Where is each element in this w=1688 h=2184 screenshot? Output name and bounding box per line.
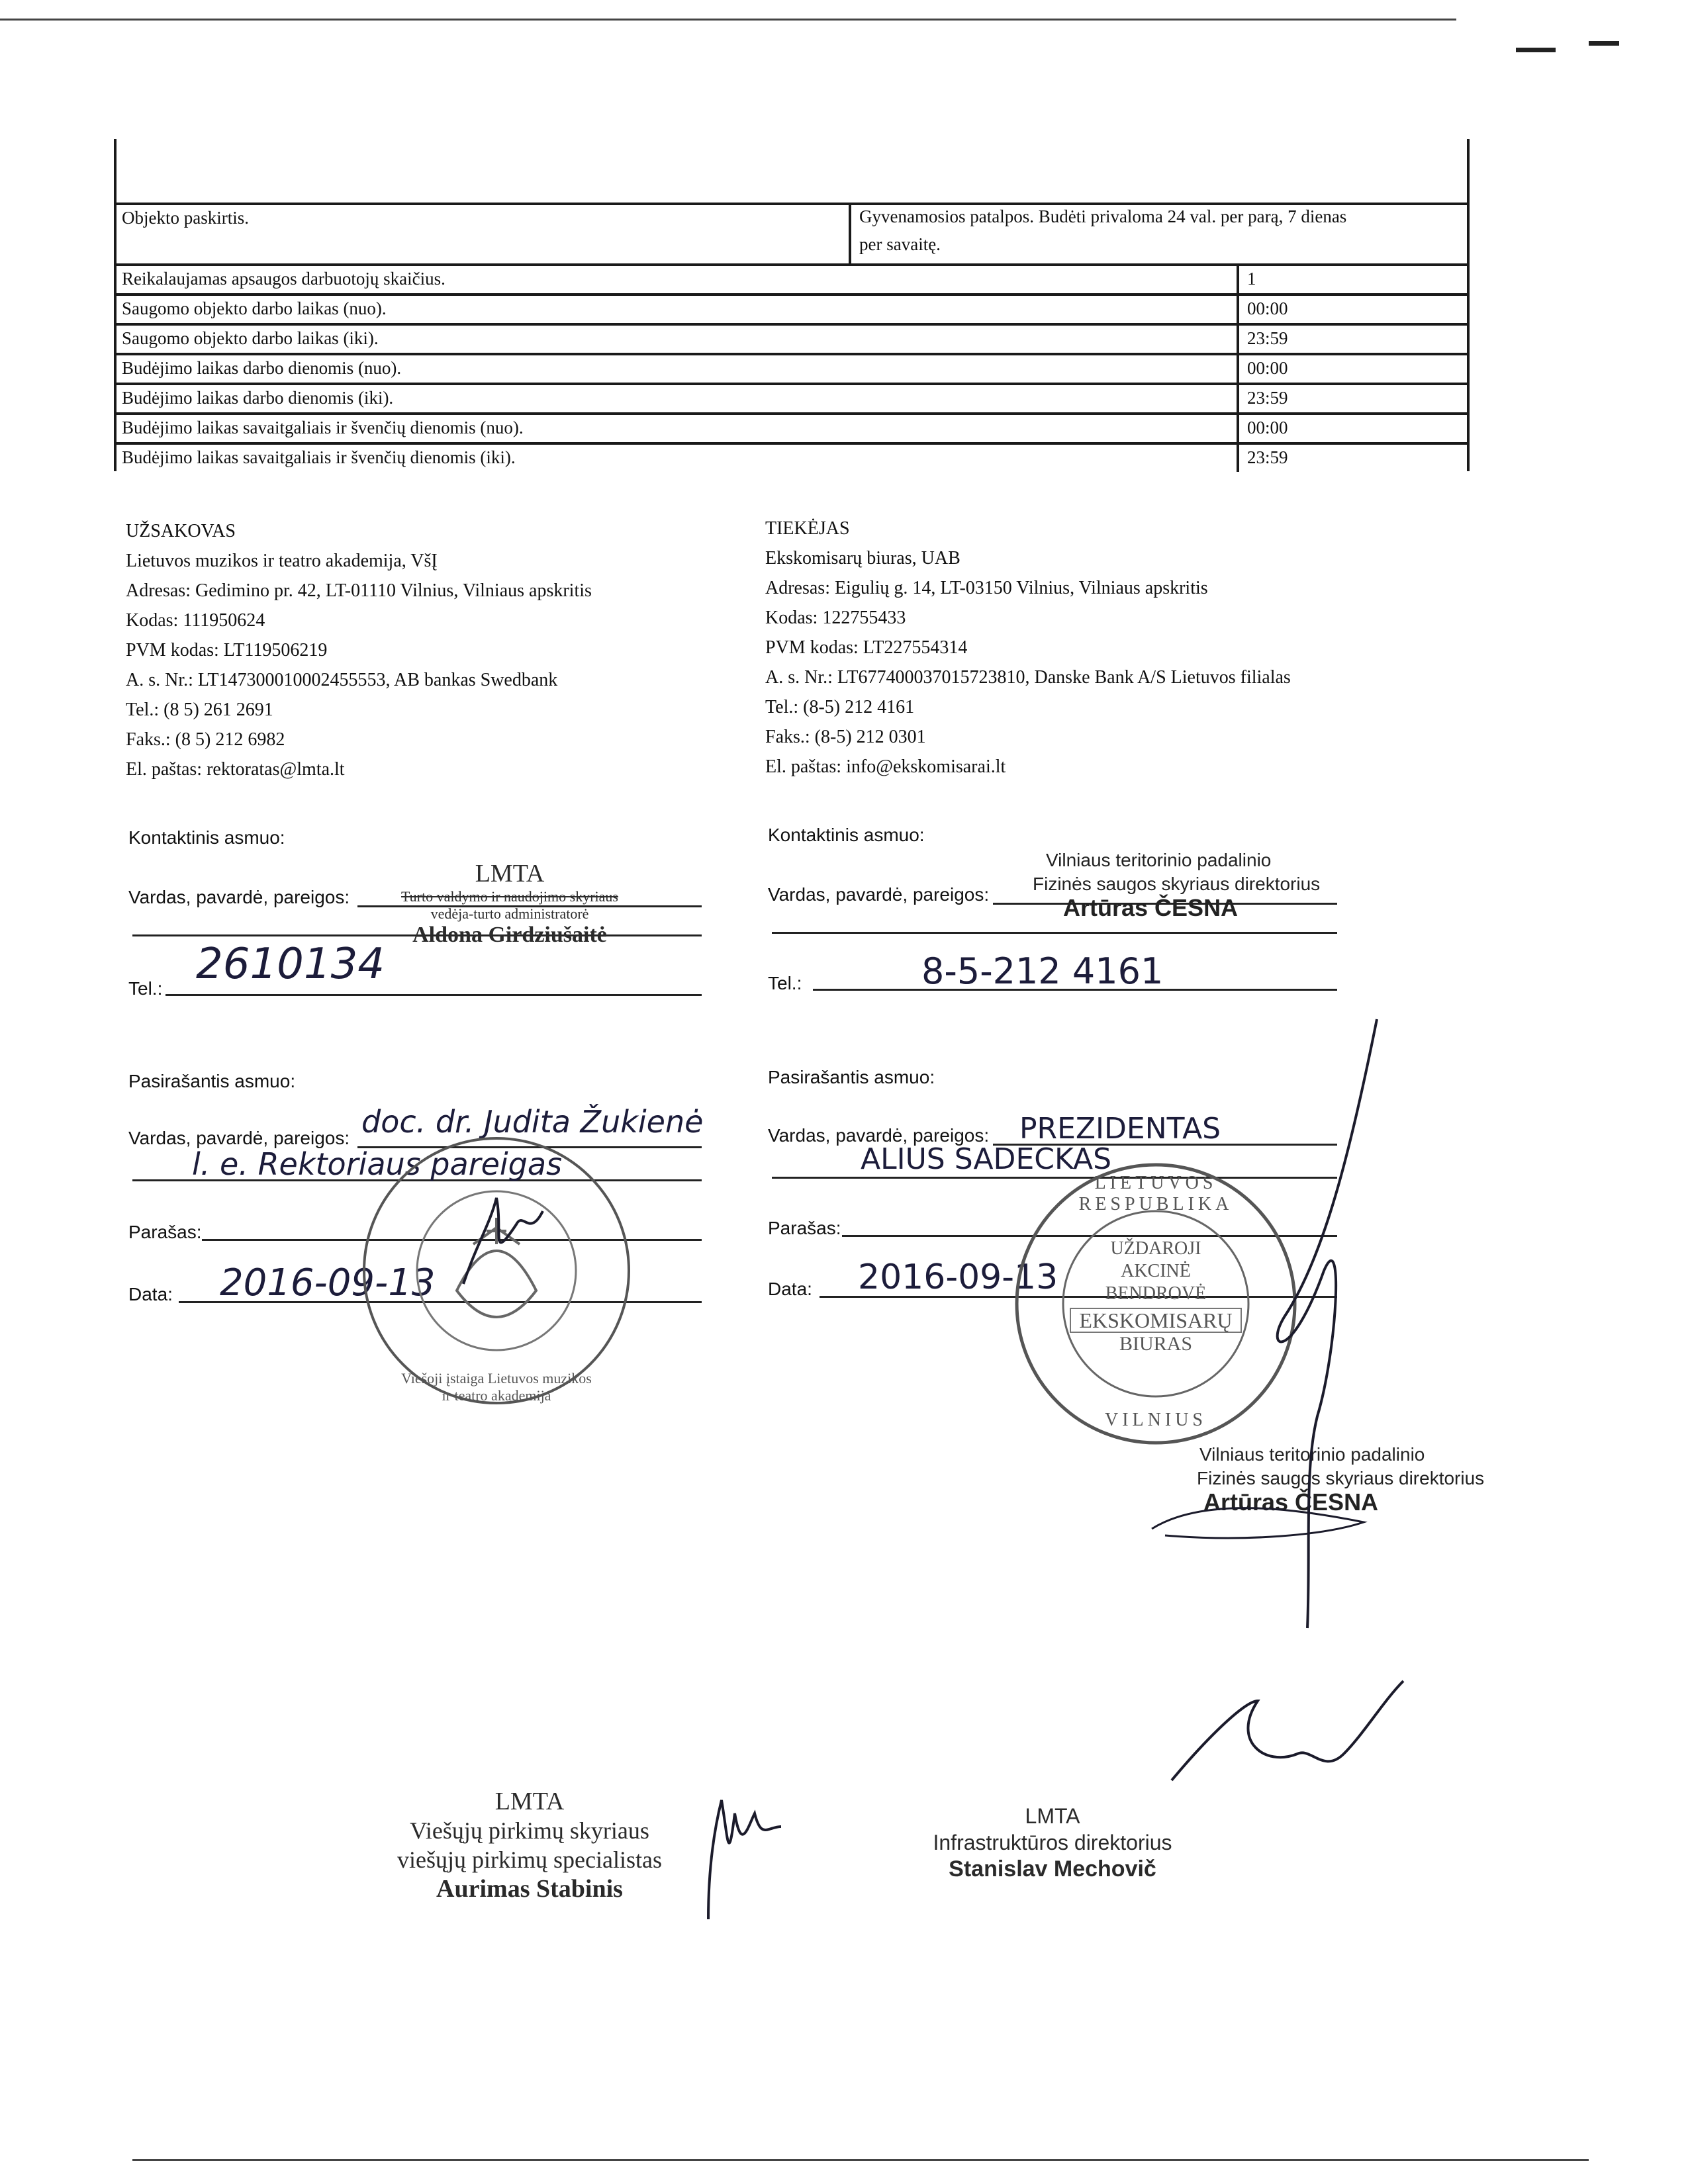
- customer-contact-label: Kontaktinis asmuo:: [128, 827, 285, 848]
- supplier-signer-name-label: Vardas, pavardė, pareigos:: [768, 1125, 990, 1146]
- supplier-contact-label: Kontaktinis asmuo:: [768, 825, 925, 845]
- footer-left-signature: [695, 1787, 814, 1933]
- supplier-signer-handwritten: PREZIDENTAS: [1019, 1112, 1221, 1146]
- column-separator: [1237, 383, 1239, 412]
- supplier-fax: Faks.: (8-5) 212 0301: [765, 727, 926, 747]
- bottom-border-line: [132, 2159, 1589, 2161]
- customer-signature-label: Parašas:: [128, 1222, 202, 1242]
- supplier-tel-handwritten: 8-5-212 4161: [921, 950, 1164, 992]
- customer-contact-stamp: [344, 859, 675, 948]
- supplier-heading: TIEKĖJAS: [765, 518, 850, 539]
- seal-line: UŽDAROJI: [1110, 1238, 1201, 1259]
- stamp-line: Stanislav Mechovič: [949, 1856, 1156, 1882]
- table-cell-value: 00:00: [1247, 418, 1288, 437]
- supplier-email: El. paštas: info@ekskomisarai.lt: [765, 756, 1006, 777]
- stamp-line: Vilniaus teritorinio padalinio: [1046, 850, 1272, 870]
- stamp-line: Artūras ČESNA: [1203, 1488, 1379, 1516]
- table-row: [114, 353, 1467, 383]
- table-cell-label: Budėjimo laikas savaitgaliais ir švenčių dienomis (nuo).: [122, 418, 524, 437]
- customer-code: Kodas: 111950624: [126, 610, 265, 631]
- seal-bottom-text: VILNIUS: [1105, 1410, 1207, 1430]
- table-cell-value: 00:00: [1247, 298, 1288, 318]
- supplier-signer-label: Pasirašantis asmuo:: [768, 1067, 935, 1087]
- customer-signer-label: Pasirašantis asmuo:: [128, 1071, 296, 1091]
- stamp-line: vedėja-turto administratorė: [430, 905, 589, 922]
- supplier-signer-handwritten-2: ALIUS SADECKAS: [861, 1142, 1112, 1176]
- table-cell-value: Gyvenamosios patalpos. Budėti privaloma 24 val. per parą, 7 dienas: [859, 206, 1347, 226]
- customer-signer-name-label: Vardas, pavardė, pareigos:: [128, 1128, 350, 1148]
- supplier-vat: PVM kodas: LT227554314: [765, 637, 968, 658]
- customer-name-label: Vardas, pavardė, pareigos:: [128, 887, 350, 907]
- scan-mark: [1516, 48, 1556, 52]
- column-separator: [1237, 263, 1239, 293]
- seal-line: AKCINĖ: [1121, 1261, 1191, 1281]
- table-cell-label: Budėjimo laikas savaitgaliais ir švenčių dienomis (iki).: [122, 447, 516, 467]
- stamp-line: Fizinės saugos skyriaus direktorius: [1197, 1468, 1485, 1488]
- table-row: [114, 383, 1467, 412]
- seal-line: BIURAS: [1119, 1333, 1193, 1355]
- customer-phone: Tel.: (8 5) 261 2691: [126, 700, 273, 720]
- table-cell-label: Saugomo objekto darbo laikas (nuo).: [122, 298, 387, 318]
- supplier-tel-label: Tel.:: [768, 973, 802, 993]
- customer-fax: Faks.: (8 5) 212 6982: [126, 729, 285, 750]
- supplier-account: A. s. Nr.: LT677400037015723810, Danske Bank A/S Lietuvos filialas: [765, 667, 1291, 688]
- supplier-code: Kodas: 122755433: [765, 608, 906, 628]
- supplier-signature-label: Parašas:: [768, 1218, 841, 1238]
- customer-date-handwritten: 2016-09-13: [220, 1261, 436, 1304]
- stamp-line: Artūras ČESNA: [1063, 894, 1239, 921]
- customer-signer-handwritten-2: l. e. Rektoriaus pareigas: [192, 1146, 563, 1182]
- customer-address: Adresas: Gedimino pr. 42, LT-01110 Vilnius, Vilniaus apskritis: [126, 580, 592, 601]
- stamp-line: Fizinės saugos skyriaus direktorius: [1033, 874, 1321, 894]
- supplier-address: Adresas: Eigulių g. 14, LT-03150 Vilnius, Vilniaus apskritis: [765, 578, 1208, 598]
- customer-vat: PVM kodas: LT119506219: [126, 640, 328, 660]
- stamp-line: LMTA: [494, 1788, 565, 1815]
- top-border-line: [0, 19, 1456, 21]
- table-cell-label: Budėjimo laikas darbo dienomis (nuo).: [122, 358, 402, 378]
- customer-account: A. s. Nr.: LT147300010002455553, AB bankas Swedbank: [126, 670, 558, 690]
- seal-top-text: LIETUVOS RESPUBLIKA: [1078, 1173, 1233, 1214]
- table-cell-label: Reikalaujamas apsaugos darbuotojų skaičius.: [122, 269, 445, 289]
- stamp-line: Viešųjų pirkimų skyriaus: [410, 1817, 649, 1844]
- table-cell-value: 00:00: [1247, 358, 1288, 378]
- supplier-date-label: Data:: [768, 1279, 812, 1299]
- customer-email: El. paštas: rektoratas@lmta.lt: [126, 759, 345, 780]
- customer-tel-label: Tel.:: [128, 978, 163, 999]
- seal-line: BENDROVĖ: [1105, 1283, 1207, 1304]
- table-cell-label: Saugomo objekto darbo laikas (iki).: [122, 328, 379, 348]
- column-separator: [1237, 442, 1239, 472]
- supplier-date-handwritten: 2016-09-13: [858, 1257, 1058, 1297]
- supplier-name: Ekskomisarų biuras, UAB: [765, 548, 961, 569]
- supplier-name-line-2: [772, 932, 1337, 934]
- customer-tel-line: [165, 994, 702, 996]
- column-separator: [1237, 323, 1239, 353]
- table-row-purpose: [114, 203, 1467, 263]
- stamp-line: viešųjų pirkimų specialistas: [397, 1846, 662, 1873]
- supplier-details: [765, 514, 1291, 782]
- footer-left-stamp: [357, 1787, 702, 1903]
- table-row: [114, 263, 1467, 293]
- customer-name: Lietuvos muzikos ir teatro akademija, VšĮ: [126, 551, 438, 571]
- seal-line: EKSKOMISARŲ: [1070, 1308, 1242, 1333]
- supplier-phone: Tel.: (8-5) 212 4161: [765, 697, 915, 717]
- table-cell-value: 1: [1247, 269, 1256, 289]
- column-separator: [1237, 353, 1239, 383]
- table-row: [114, 293, 1467, 323]
- supplier-contact-stamp: [1033, 848, 1320, 920]
- stamp-line: Vilniaus teritorinio padalinio: [1199, 1444, 1425, 1465]
- stamp-line: Aldona Girdziušaitė: [412, 923, 607, 947]
- supplier-name-label: Vardas, pavardė, pareigos:: [768, 884, 990, 905]
- supplier-signature-scribble: [1125, 1006, 1403, 1641]
- table-row: [114, 442, 1467, 472]
- customer-details: [126, 516, 592, 784]
- table-cell-value: 23:59: [1247, 388, 1288, 408]
- table-cell-label: Budėjimo laikas darbo dienomis (iki).: [122, 388, 394, 408]
- footer-right-stamp: [914, 1803, 1192, 1882]
- footer-right-signature: [1145, 1674, 1410, 1807]
- seal-text: Viešoji įstaiga Lietuvos muzikos ir teatro akademija: [401, 1370, 592, 1404]
- column-separator: [1237, 412, 1239, 442]
- customer-tel-handwritten: 2610134: [196, 940, 385, 989]
- table-row: [114, 323, 1467, 353]
- column-separator: [849, 203, 851, 266]
- customer-signer-handwritten: doc. dr. Judita Žukienė: [361, 1104, 704, 1140]
- stamp-line: Infrastruktūros direktorius: [933, 1831, 1172, 1854]
- table-cell-value: 23:59: [1247, 447, 1288, 467]
- customer-date-label: Data:: [128, 1284, 173, 1304]
- table-cell-label: Objekto paskirtis.: [122, 208, 249, 228]
- customer-signature-scribble: [450, 1185, 556, 1291]
- table-cell-value: 23:59: [1247, 328, 1288, 348]
- stamp-line: Aurimas Stabinis: [436, 1875, 623, 1903]
- stamp-line: LMTA: [1025, 1804, 1080, 1828]
- stamp-line: LMTA: [475, 860, 545, 887]
- stamp-line: Turto valdymo ir naudojimo skyriaus: [401, 888, 618, 905]
- column-separator: [1237, 293, 1239, 323]
- customer-heading: UŽSAKOVAS: [126, 521, 236, 541]
- scan-mark: [1589, 41, 1619, 46]
- table-row: [114, 412, 1467, 442]
- table-cell-value: per savaitę.: [859, 234, 941, 254]
